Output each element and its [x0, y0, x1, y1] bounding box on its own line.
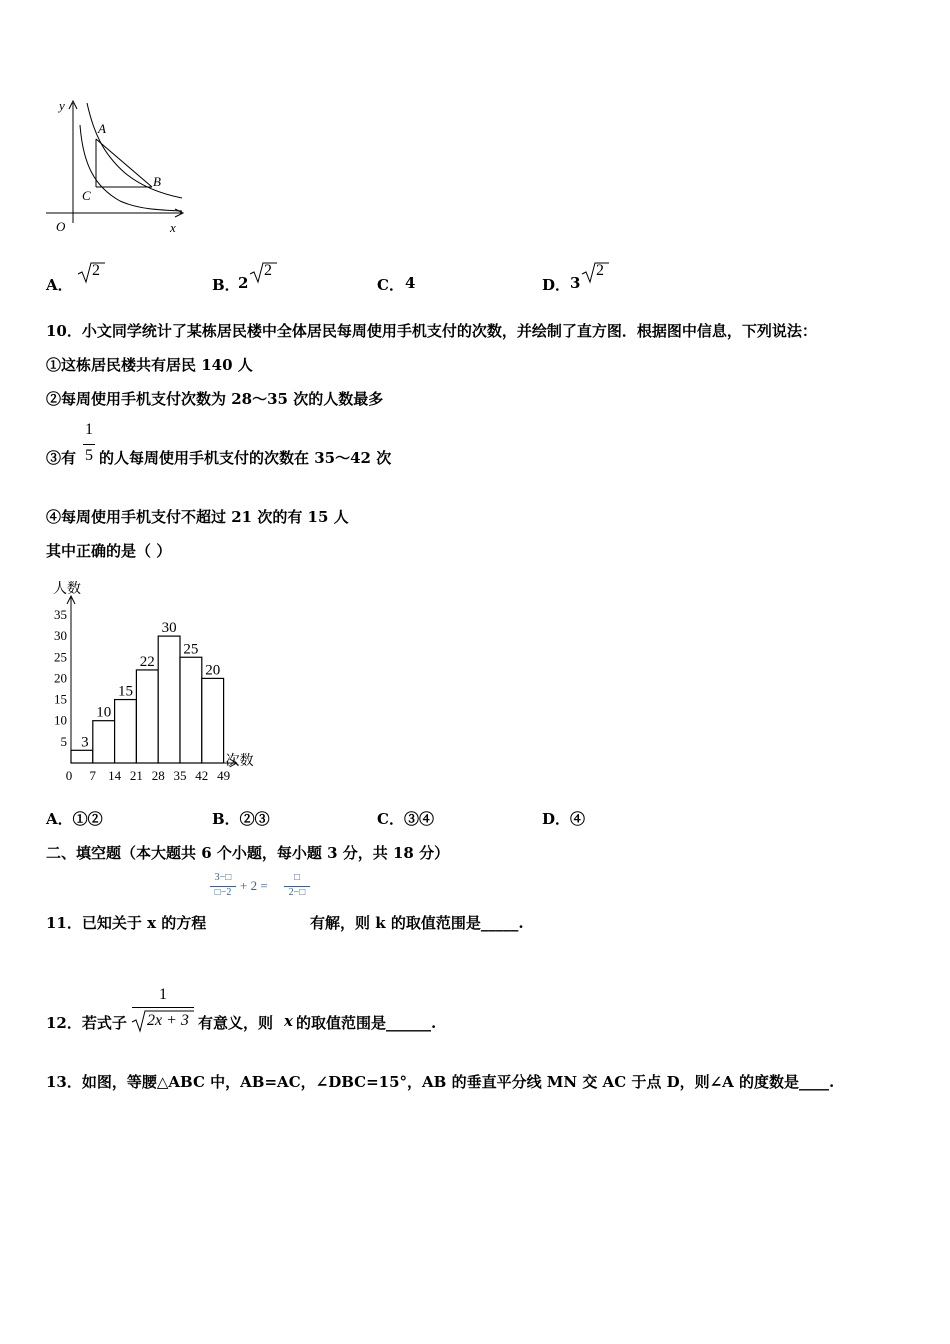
q10-option-c[interactable]: C．③④ — [377, 810, 434, 828]
label-x: x — [170, 220, 176, 235]
label-b: B — [153, 174, 161, 189]
q9-option-d-radicand: 2 — [596, 262, 604, 279]
histogram-chart — [40, 575, 285, 785]
q10-option-a[interactable]: A．①② — [46, 810, 103, 828]
hist-y-tick-label: 25 — [54, 649, 67, 665]
label-c: C — [82, 188, 91, 203]
q9-option-b-letter[interactable]: B． — [212, 276, 240, 294]
hist-x-tick-label: 14 — [108, 768, 122, 783]
hist-y-tick-label: 30 — [54, 628, 67, 644]
q9-option-c-value: 4 — [405, 274, 416, 292]
q12-suffix-b: 的取值范围是______. — [296, 1014, 437, 1032]
q9-option-b-radicand: 2 — [264, 262, 272, 279]
hist-bar-value-label: 25 — [183, 641, 199, 658]
hist-y-tick-label: 20 — [54, 670, 67, 686]
q12-suffix-a: 有意义，则 — [198, 1014, 274, 1032]
q12-numerator: 1 — [159, 986, 167, 1003]
q9-option-b-coef: 2 — [238, 274, 249, 292]
q10-option-b[interactable]: B．②③ — [212, 810, 270, 828]
hist-bar — [202, 678, 224, 763]
q11-prefix: 11．已知关于 x 的方程 — [46, 914, 207, 932]
q10-statement-1: ①这栋居民楼共有居民 140 人 — [46, 356, 253, 374]
hist-bar-value-label: 20 — [205, 662, 221, 679]
label-o: O — [56, 219, 66, 234]
hist-bar — [71, 750, 93, 763]
hist-bar — [158, 636, 180, 763]
outer-hyperbola — [87, 103, 182, 198]
q11-left-numerator: 3−□ — [214, 872, 232, 883]
q9-option-d-sqrt — [580, 260, 610, 286]
q10-stem: 10．小文同学统计了某栋居民楼中全体居民每周使用手机支付的次数，并绘制了直方图．根据图中信息，下列说法： — [46, 322, 817, 340]
q10-statement-3-suffix: 的人每周使用手机支付的次数在 35～42 次 — [99, 449, 392, 467]
q10-statement-4: ④每周使用手机支付不超过 21 次的有 15 人 — [46, 508, 349, 526]
hist-x-tick-label: 35 — [173, 768, 187, 783]
q11-right-numerator: □ — [293, 872, 301, 883]
q9-option-d-coef: 3 — [570, 274, 581, 292]
inner-hyperbola — [80, 125, 182, 211]
label-y: y — [59, 98, 65, 113]
hist-bar — [93, 721, 115, 763]
hist-bar-value-label: 3 — [81, 734, 89, 751]
q11-left-denominator: □−2 — [214, 887, 232, 898]
hist-x-tick-label: 21 — [129, 768, 143, 783]
q9-option-a-letter[interactable]: A． — [46, 276, 73, 294]
section-2-title: 二、填空题（本大题共 6 个小题，每小题 3 分，共 18 分） — [46, 844, 450, 862]
hist-bar-value-label: 15 — [118, 683, 133, 700]
hist-y-label: 人数 — [53, 582, 81, 597]
hist-x-tick-label: 42 — [195, 768, 209, 783]
hist-x-tick-label: 7 — [89, 768, 97, 783]
q11-suffix: 有解，则 k 的取值范围是_____. — [310, 914, 524, 932]
hist-y-tick-label: 15 — [54, 691, 67, 707]
hist-bar — [136, 670, 158, 763]
q13-text: 13．如图，等腰△ABC 中，AB=AC，∠DBC=15°，AB 的垂直平分线 MN 交 AC 于点 D，则∠A 的度数是____. — [46, 1073, 835, 1091]
hist-bar — [180, 657, 202, 763]
hist-bar-value-label: 10 — [96, 704, 112, 721]
hist-y-tick-label: 10 — [54, 712, 67, 728]
segment-ab — [96, 139, 152, 187]
q9-option-a-sqrt — [76, 260, 106, 286]
hist-x-tick-label: 49 — [217, 768, 231, 783]
q10-option-d[interactable]: D．④ — [542, 810, 586, 828]
hist-bar — [115, 700, 137, 763]
q10-fraction-denominator: 5 — [85, 447, 93, 464]
q11-middle: + 2 = — [240, 878, 268, 893]
hist-x-label: 次数 — [225, 754, 254, 769]
q12-denominator: 2x + 3 — [147, 1012, 189, 1029]
hist-x-tick-label: 28 — [151, 768, 165, 783]
q12-prefix: 12．若式子 — [46, 1014, 127, 1032]
q10-statement-2: ②每周使用手机支付次数为 28～35 次的人数最多 — [46, 390, 384, 408]
q9-option-d-letter[interactable]: D． — [542, 276, 571, 294]
hist-bar-value-label: 30 — [161, 620, 177, 637]
hist-x-tick-label: 0 — [65, 768, 73, 783]
q10-statement-3-prefix: ③有 — [46, 449, 77, 467]
q12-variable: x — [284, 1012, 293, 1030]
q10-fraction-numerator: 1 — [85, 421, 93, 438]
hist-bar-value-label: 22 — [139, 653, 155, 670]
q11-right-denominator: 2−□ — [288, 887, 306, 898]
hist-y-tick-label: 5 — [60, 733, 67, 749]
function-graph-figure — [40, 95, 190, 240]
q10-fraction-bar — [83, 444, 95, 445]
q10-question: 其中正确的是（ ） — [46, 542, 172, 560]
q9-option-c-letter[interactable]: C． — [377, 276, 404, 294]
hist-y-tick-label: 35 — [54, 606, 67, 622]
q9-option-b-sqrt — [248, 260, 278, 286]
q9-option-a-radicand: 2 — [92, 262, 100, 279]
label-a: A — [98, 121, 106, 136]
